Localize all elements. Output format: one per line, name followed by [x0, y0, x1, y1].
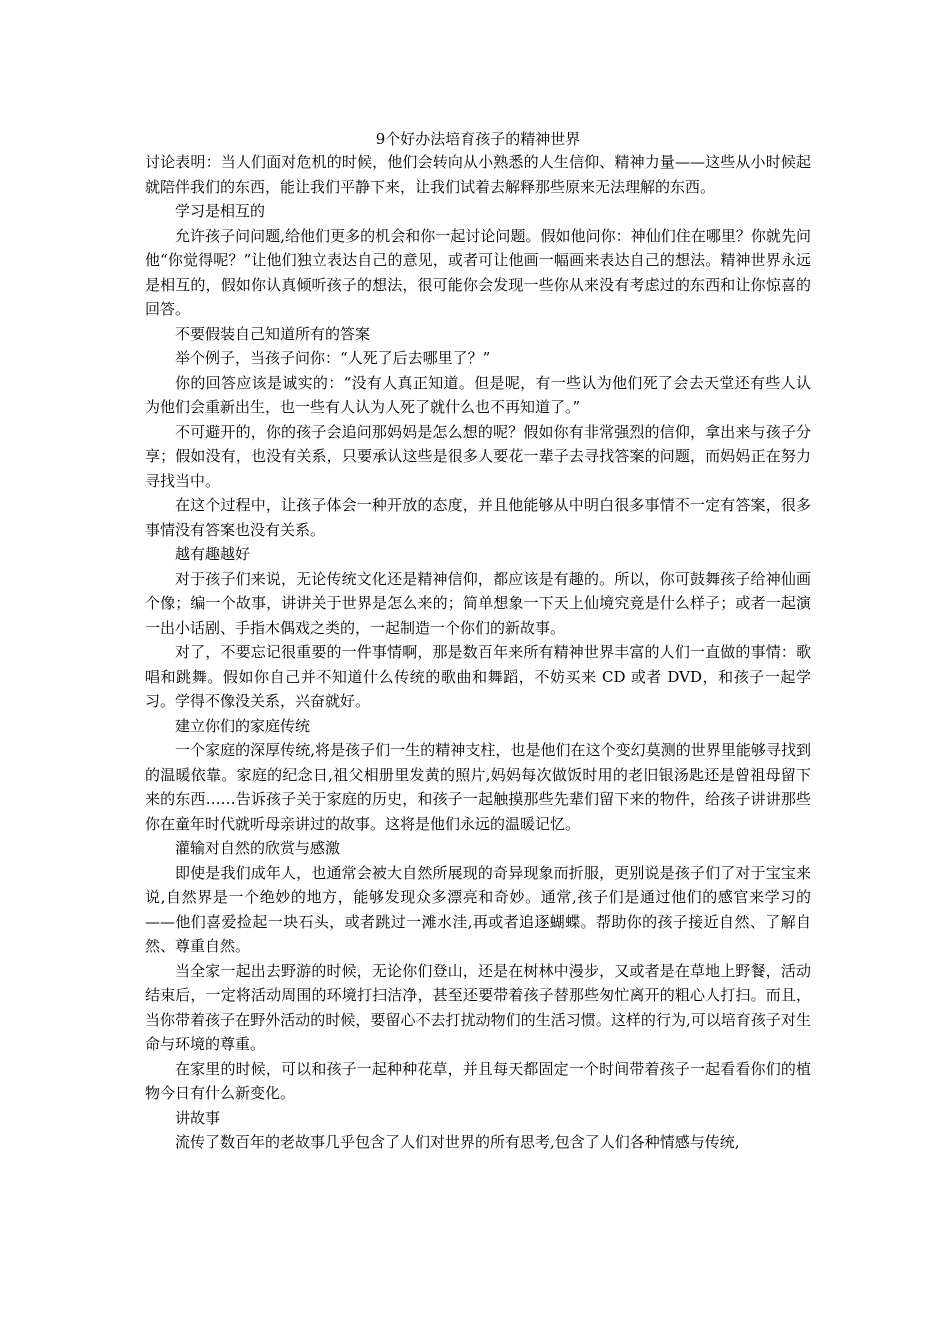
body-paragraph: 即使是我们成年人，也通常会被大自然所展现的奇异现象而折服，更别说是孩子们了对于宝宝来说,自然界是一个绝妙的地方，能够发现众多漂亮和奇妙。通常,孩子们是通过他们的感官来学习的——他们喜爱捡起一块石头，或者跳过一滩水洼,再或者追逐蝴蝶。帮助你的孩子接近自然、了解自然、尊重自然。: [145, 863, 811, 955]
body-paragraph: 流传了数百年的老故事几乎包含了人们对世界的所有思考,包含了人们各种情感与传统,: [175, 1133, 740, 1151]
body-paragraph: 举个例子，当孩子问你：“人死了后去哪里了？”: [175, 349, 491, 367]
section-heading: 不要假装自己知道所有的答案: [175, 324, 371, 343]
intro-paragraph: 讨论表明：当人们面对危机的时候，他们会转向从小熟悉的人生信仰、精神力量——这些从小时候起就陪伴我们的东西，能让我们平静下来，让我们试着去解释那些原来无法理解的东西。: [145, 153, 811, 196]
body-paragraph: 在这个过程中，让孩子体会一种开放的态度，并且他能够从中明白很多事情不一定有答案，很多事情没有答案也没有关系。: [145, 496, 811, 539]
document-page: [145, 128, 811, 1155]
body-paragraph: 对了，不要忘记很重要的一件事情啊，那是数百年来所有精神世界丰富的人们一直做的事情：歌唱和跳舞。假如你自己并不知道什么传统的歌曲和舞蹈，不妨买来 CD 或者 DVD，和孩子一起学习。学得不像没关系，兴奋就好。: [145, 643, 811, 710]
body-paragraph: 在家里的时候，可以和孩子一起种种花草，并且每天都固定一个时间带着孩子一起看看你们的植物今日有什么新变化。: [145, 1059, 811, 1102]
section-heading: 灌输对自然的欣赏与感激: [175, 839, 341, 857]
body-paragraph: 你的回答应该是诚实的：“没有人真正知道。但是呢，有一些认为他们死了会去天堂还有些人认为他们会重新出生，也一些有人认为人死了就什么也不再知道了。”: [145, 373, 811, 416]
body-paragraph: 不可避开的，你的孩子会追问那妈妈是怎么想的呢？假如你有非常强烈的信仰，拿出来与孩子分享；假如没有，也没有关系，只要承认这些是很多人要花一辈子去寻找答案的问题，而妈妈正在努力寻找当中。: [145, 422, 811, 490]
body-paragraph: 当全家一起出去野游的时候，无论你们登山，还是在树林中漫步，又或者是在草地上野餐，活动结束后，一定将活动周围的环境打扫洁净，甚至还要带着孩子替那些匆忙离开的粗心人打扫。而且，当你带着孩子在野外活动的时候，要留心不去打扰动物们的生活习惯。这样的行为,可以培育孩子对生命与环境的尊重。: [145, 961, 811, 1053]
body-paragraph: 一个家庭的深厚传统,将是孩子们一生的精神支柱，也是他们在这个变幻莫测的世界里能够寻找到的温暖依靠。家庭的纪念日,祖父相册里发黄的照片,妈妈每次做饭时用的老旧银汤匙还是曾祖母留下来的东西……告诉孩子关于家庭的历史，和孩子一起触摸那些先辈们留下来的物件，给孩子讲讲那些你在童年时代就听母亲讲过的故事。这将是他们永远的温暖记忆。: [145, 741, 811, 833]
document-title: 9个好办法培育孩子的精神世界: [375, 130, 581, 148]
section-heading: 越有趣越好: [175, 545, 251, 563]
section-heading: 建立你们的家庭传统: [175, 716, 311, 735]
section-heading: 学习是相互的: [175, 202, 266, 220]
body-paragraph: 允许孩子问问题,给他们更多的机会和你一起讨论问题。假如他问你：神仙们住在哪里？你就先问他“你觉得呢？”让他们独立表达自己的意见，或者可让他画一幅画来表达自己的想法。精神世界永远是相互的，假如你认真倾听孩子的想法，很可能你会发现一些你从来没有考虑过的东西和让你惊喜的回答。: [145, 226, 811, 318]
body-paragraph: 对于孩子们来说，无论传统文化还是精神信仰，都应该是有趣的。所以，你可鼓舞孩子给神仙画个像；编一个故事，讲讲关于世界是怎么来的；简单想象一下天上仙境究竟是什么样子；或者一起演一出小话剧、手指木偶戏之类的，一起制造一个你们的新故事。: [145, 569, 811, 637]
section-heading: 讲故事: [175, 1108, 221, 1127]
